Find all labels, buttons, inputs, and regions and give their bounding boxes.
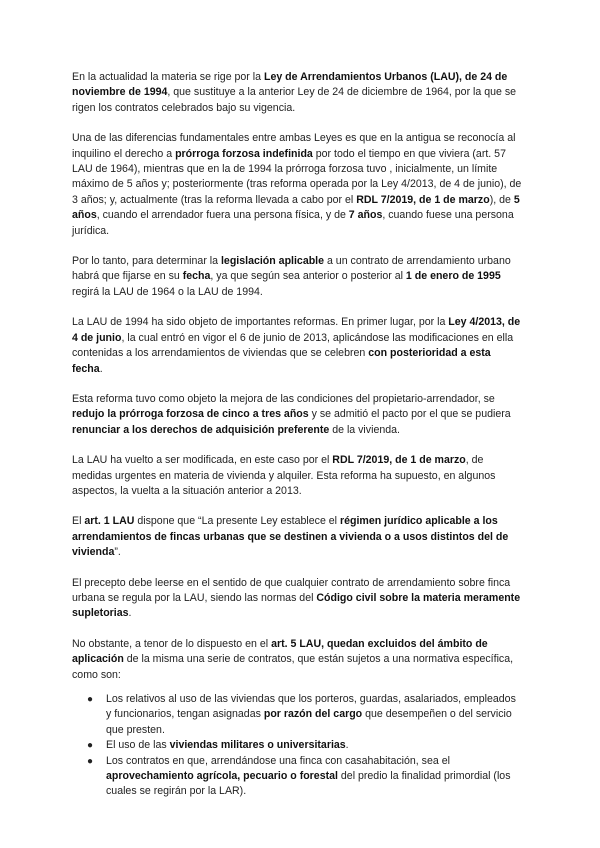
text-run: . (99, 362, 103, 375)
text-run: . (345, 739, 349, 752)
paragraph (72, 514, 524, 560)
text-run: de la vivienda. (329, 423, 400, 436)
text-run: y se admitió el pacto por el que se pudiera (308, 408, 511, 421)
text-run: de la misma una serie de contratos, que están sujetos a una normativa específica, como son: (72, 653, 514, 681)
bold-text: Ley de Arrendamientos Urbanos (LAU), de 24 de noviembre de 1994 (72, 71, 508, 99)
bold-text: viviendas militares o universitarias (169, 739, 346, 752)
bold-text: renunciar a los derechos de adquisición preferente (72, 423, 330, 436)
bold-text: RDL 7/2019, de 1 de marzo (356, 193, 490, 206)
paragraph (72, 254, 524, 300)
bold-text: RDL 7/2019, de 1 de marzo (332, 454, 466, 467)
paragraph (72, 392, 524, 438)
text-run: dispone que “La presente Ley establece el (134, 515, 340, 528)
text-run: Por lo tanto, para determinar la (72, 255, 221, 268)
text-run: Los relativos al uso de las viviendas que los porteros, guardas, asalariados, empleados y funcionarios, tengan asignadas (106, 693, 516, 721)
paragraph (72, 131, 524, 239)
text-run: , cuando fuese una persona jurídica. (72, 209, 514, 237)
bold-text: redujo la prórroga forzosa de cinco a tres años (72, 408, 309, 421)
text-run: del predio la finalidad primordial (los cuales se regirán por la LAR). (106, 770, 511, 798)
text-run: por todo el tiempo en que viviera (art. 57 LAU de 1964), mientras que en la de 1994 la prórroga forzosa tuvo , inicialmente, un límite máximo de 5 años y; posteriormente (tras reforma operada por la Ley 4/2013, de 4 de junio), de 3 años; y, actualmente (tras la reforma llevada a cabo por el (72, 147, 522, 206)
bold-text: art. 5 LAU, quedan excluidos del ámbito de aplicación (72, 637, 488, 666)
bold-text: Ley 4/2013, de 4 de junio (72, 316, 521, 344)
bold-text: 5 años (72, 193, 520, 222)
text-run: a un contrato de arrendamiento urbano habrá que fijarse en su (72, 255, 511, 283)
text-run: regirá la LAU de 1964 o la LAU de 1994. (72, 285, 263, 298)
body-text (72, 70, 524, 683)
list-item (87, 692, 524, 738)
text-run: , la cual entró en vigor el 6 de junio de 2013, aplicándose las modificaciones en ella contenidas a los arrendamientos de viviendas que se celebren (72, 331, 514, 360)
text-run: Los contratos en que, arrendándose una finca con casahabitación, sea el (106, 754, 450, 767)
text-run: , de medidas urgentes en materia de vivienda y alquiler. Esta reforma ha supuesto, en algunos aspectos, la vuelta a la situación anterior a 2013. (72, 454, 496, 497)
text-run: El precepto debe leerse en el sentido de que cualquier contrato de arrendamiento sobre finca urbana se regula por la LAU, siendo las normas del (72, 576, 511, 604)
text-run: que desempeñen o del servicio que presten. (106, 708, 512, 736)
bold-text: 7 años (348, 209, 383, 222)
text-run: , que sustituye a la anterior Ley de 24 de diciembre de 1964, por la que se rigen los contratos celebrados bajo su vigencia. (72, 86, 517, 114)
bold-text: art. 1 LAU (84, 515, 135, 528)
paragraph (72, 315, 524, 377)
bold-text: 1 de enero de 1995 (405, 270, 501, 283)
bold-text: aprovechamiento agrícola, pecuario o forestal (106, 770, 338, 783)
paragraph (72, 637, 524, 683)
text-run: Esta reforma tuvo como objeto la mejora de las condiciones del propietario-arrendador, se (72, 392, 495, 405)
paragraph (72, 453, 524, 499)
bullet-icon: ● (87, 740, 94, 752)
exclusions-list (72, 692, 524, 800)
text-run: , cuando el arrendador fuera una persona física, y de (96, 209, 349, 222)
text-run: No obstante, a tenor de lo dispuesto en el (72, 637, 272, 650)
list-item (87, 738, 524, 753)
bold-text: régimen jurídico aplicable a los arrendamientos de fincas urbanas que se destinen a vivienda o a usos distintos del de vivienda (72, 515, 509, 559)
text-run: El (72, 515, 85, 528)
bullet-icon: ● (87, 694, 94, 705)
text-run: La LAU de 1994 ha sido objeto de importantes reformas. En primer lugar, por la (72, 316, 449, 329)
list-item (87, 754, 524, 800)
text-run: ”. (114, 546, 121, 559)
bold-text: por razón del cargo (263, 708, 363, 721)
text-run: Una de las diferencias fundamentales entre ambas Leyes es que en la antigua se reconocía al inquilino el derecho a (72, 132, 516, 160)
bold-text: prórroga forzosa indefinida (175, 147, 313, 160)
bold-text: Código civil sobre la materia meramente supletorias (72, 591, 521, 620)
bold-text: con posterioridad a esta fecha (72, 347, 491, 375)
paragraph (72, 576, 524, 622)
text-run: En la actualidad la materia se rige por la (72, 71, 264, 83)
paragraph (72, 70, 524, 116)
text-run: La LAU ha vuelto a ser modificada, en este caso por el (72, 454, 333, 467)
text-run: . (128, 607, 132, 620)
text-run: ), de (489, 193, 514, 206)
text-run: , ya que según sea anterior o posterior al (210, 270, 406, 283)
bold-text: fecha (182, 270, 211, 283)
bold-text: legislación aplicable (220, 255, 325, 268)
bullet-icon: ● (87, 755, 94, 767)
text-run: El uso de las (106, 739, 170, 752)
